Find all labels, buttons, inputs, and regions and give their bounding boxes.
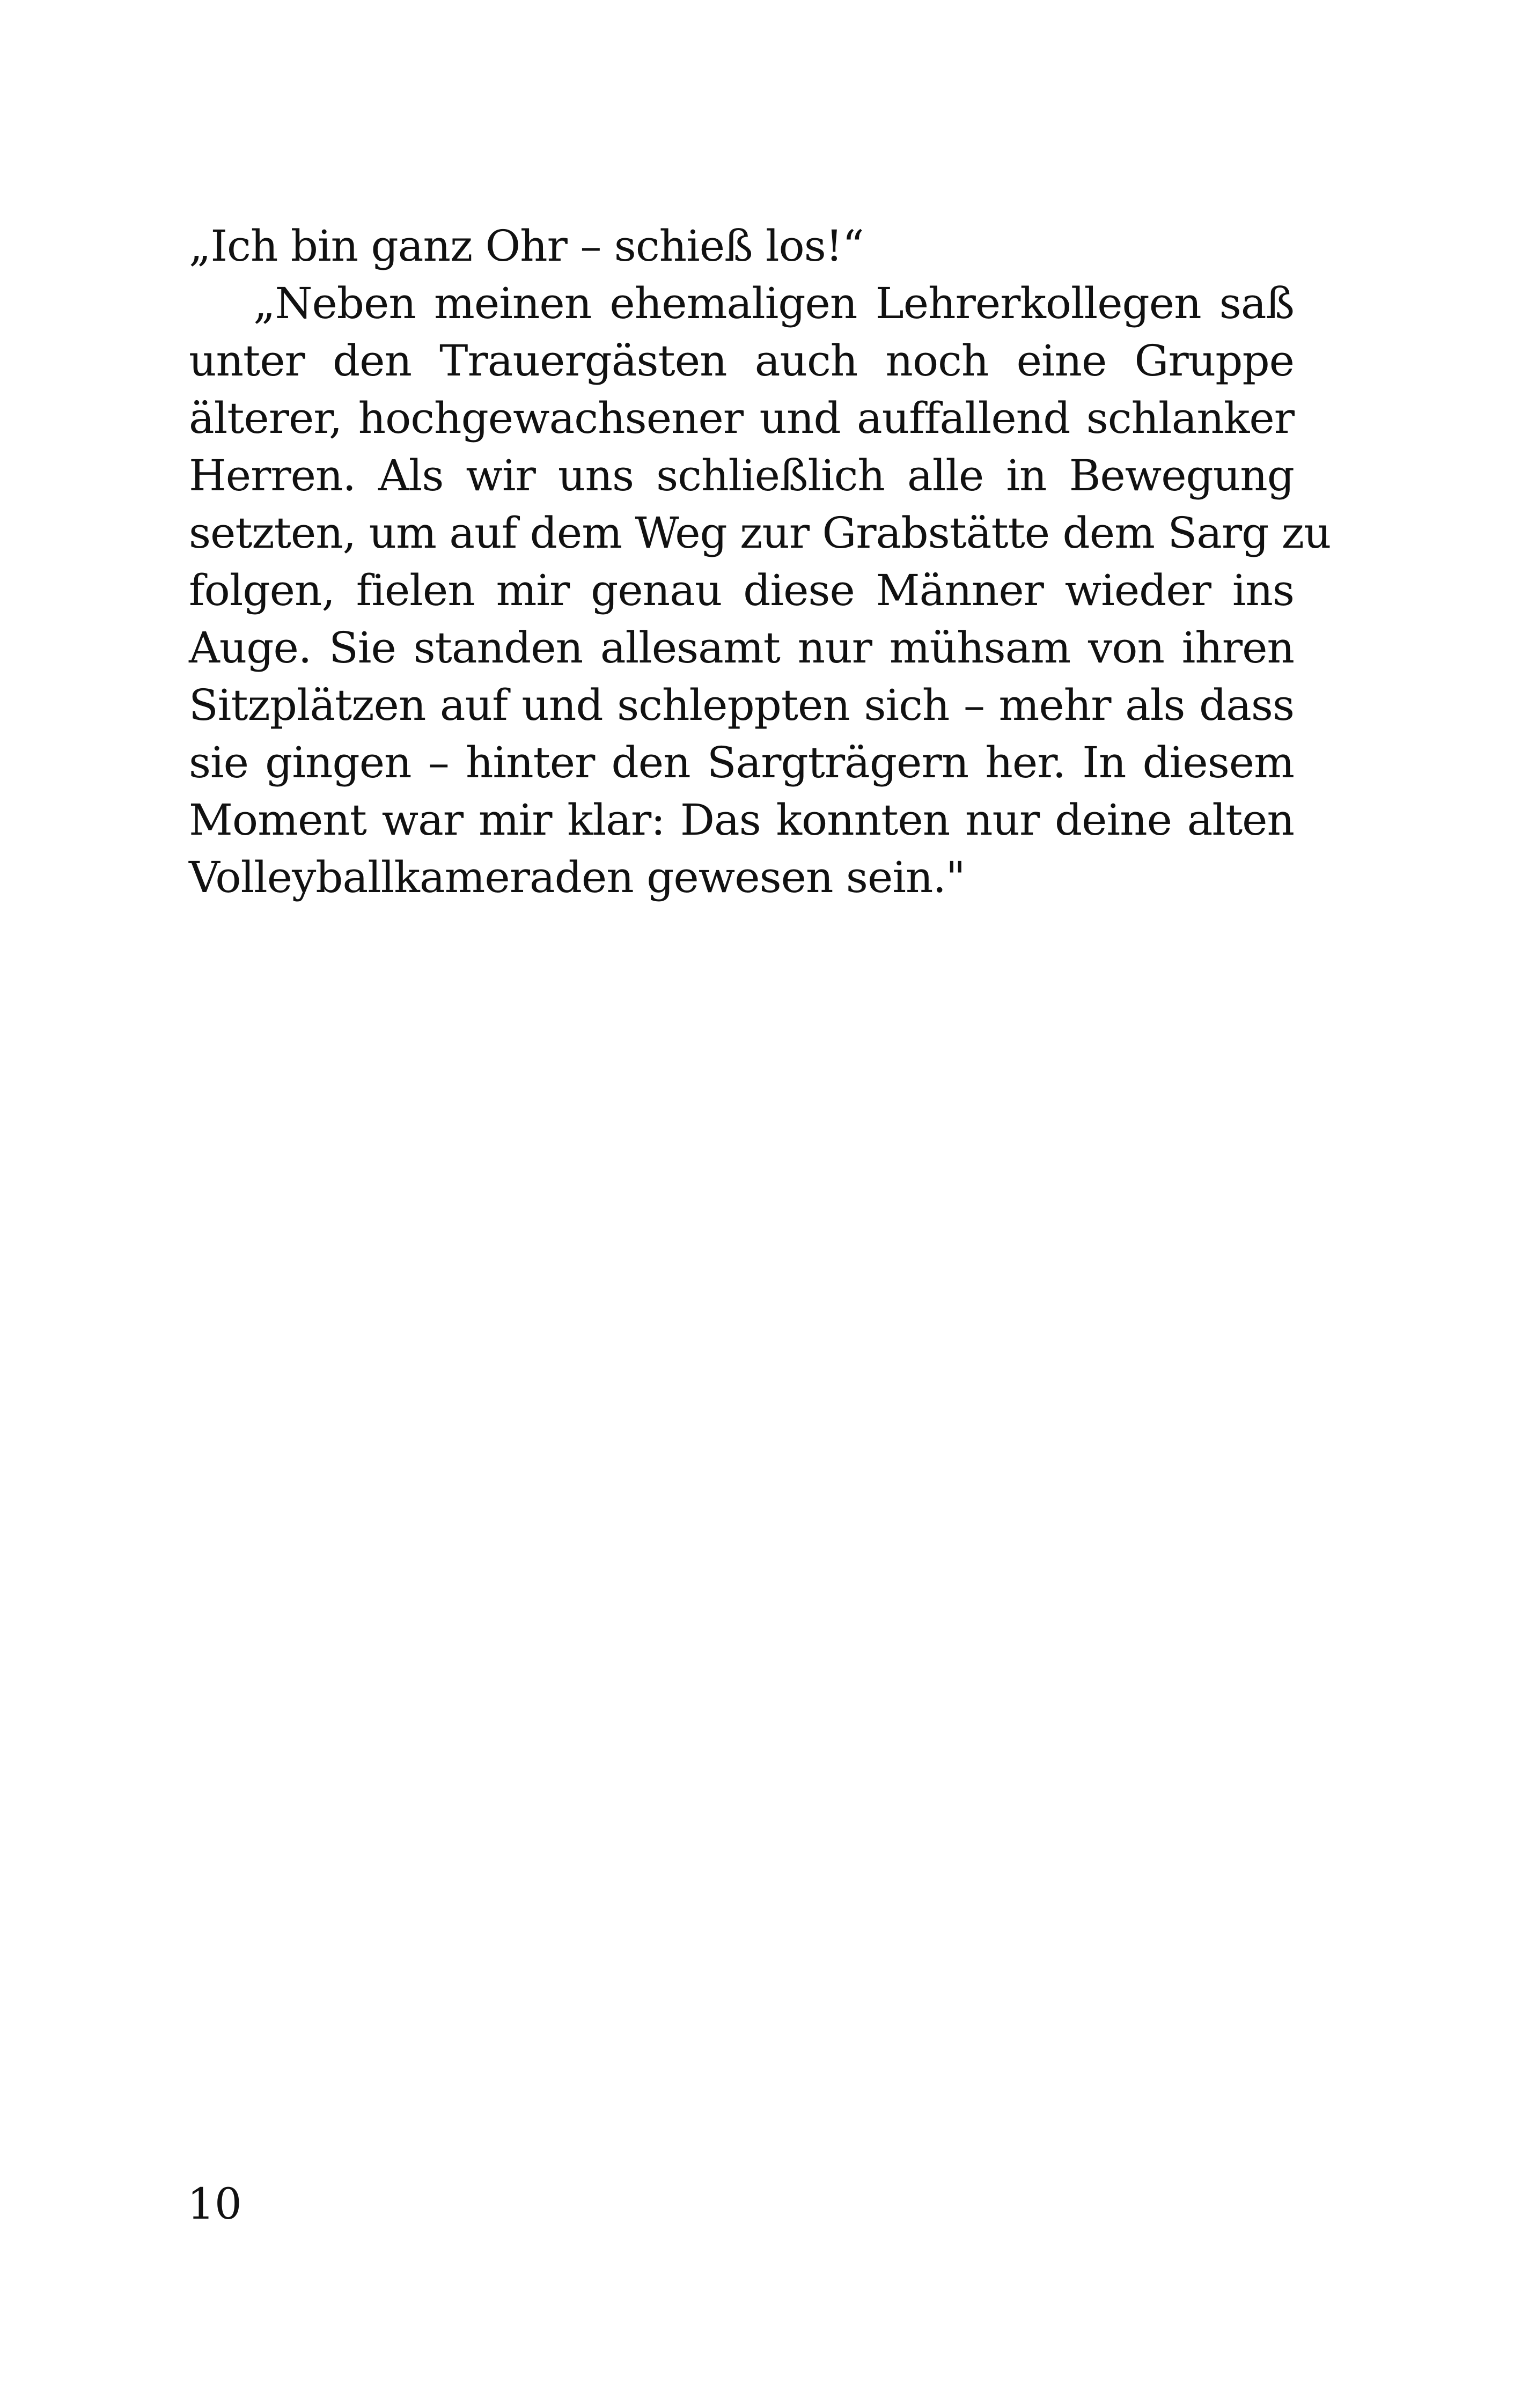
text-line: „Neben meinen ehemaligen Lehrerkollegen saß — [253, 278, 1294, 328]
text-line: sie gingen – hinter den Sargträgern her. In diesem — [189, 738, 1294, 787]
page-number: 10 — [187, 2179, 242, 2229]
text-line: Moment war mir klar: Das konnten nur deine alten — [189, 795, 1294, 845]
text-line: folgen, fielen mir genau diese Männer wieder ins — [189, 565, 1294, 615]
body-text — [189, 217, 1331, 906]
text-line: Volleyballkameraden gewesen sein." — [189, 852, 965, 902]
text-line: setzten, um auf dem Weg zur Grabstätte dem Sarg zu — [189, 508, 1331, 558]
text-line: „Ich bin ganz Ohr – schieß los!“ — [189, 221, 864, 271]
paragraph-narration — [189, 275, 1331, 906]
text-line: Herren. Als wir uns schließlich alle in Bewegung — [189, 451, 1294, 500]
text-line: Sitzplätzen auf und schleppten sich – mehr als dass — [189, 680, 1294, 730]
text-line: Auge. Sie standen allesamt nur mühsam von ihren — [189, 623, 1294, 673]
text-line: älterer, hochgewachsener und auffallend schlanker — [189, 393, 1294, 443]
text-line: unter den Trauergästen auch noch eine Gruppe — [189, 336, 1294, 386]
paragraph-dialogue — [189, 217, 1294, 275]
